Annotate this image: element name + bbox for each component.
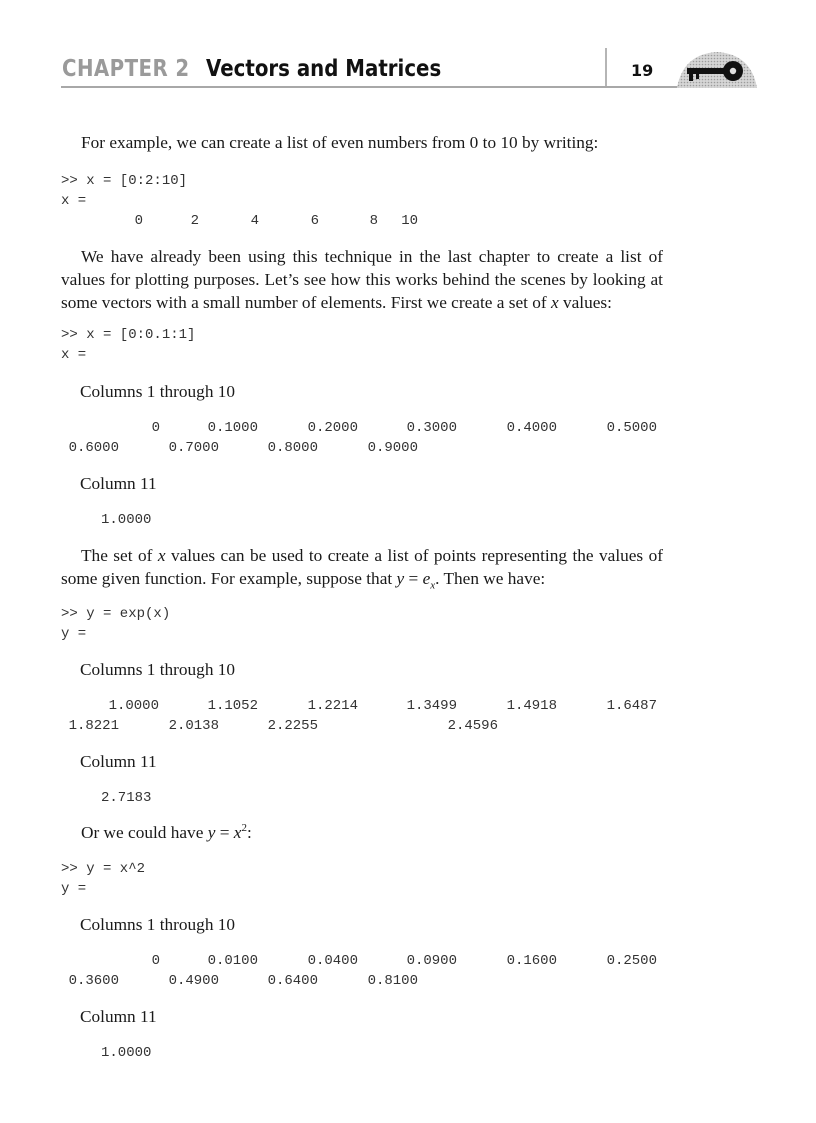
paragraph-text: The set of [81,546,153,565]
header-rule [61,86,756,88]
paragraph-text: . Then we have: [435,569,546,588]
column-label: Column 11 [80,474,157,493]
math-operator: = [215,823,234,842]
paragraph-technique [61,245,663,314]
output-value: 1.8221 [68,718,119,734]
column-label: Column 11 [80,1007,157,1026]
output-value: 10 [401,213,418,229]
columns-label: Columns 1 through 10 [80,660,236,679]
paragraph-function [61,544,663,590]
output-value: 0 [151,953,160,969]
page-number: 19 [631,61,654,80]
output-value: 2 [190,213,199,229]
output-row [61,418,681,438]
output-value: 0.6400 [267,973,318,989]
output-value: 0.2000 [307,420,358,436]
output-row [61,951,681,971]
math-variable: e [422,569,431,588]
output-value: 0.1000 [207,420,258,436]
code-output-label: x = [61,347,87,363]
output-value: 0.1600 [506,953,557,969]
output-row [61,696,681,716]
code-output-label: y = [61,881,87,897]
output-value: 0.0400 [307,953,358,969]
output-value: 0.0900 [406,953,457,969]
output-value: 0.2500 [606,953,657,969]
output-value: 0.9000 [367,440,418,456]
math-variable: y [207,823,216,842]
math-variable: x [550,293,559,312]
column-label: Column 11 [80,752,157,771]
output-value: 1.1052 [207,698,258,714]
output-value: 2.4596 [447,718,498,734]
math-variable: x [233,823,242,842]
math-variable: x [157,546,166,565]
math-subscript: x [430,579,436,592]
output-value: 0.6000 [68,440,119,456]
key-icon [677,48,757,88]
output-value: 0.8100 [367,973,418,989]
paragraph-intro: For example, we can create a list of even numbers from 0 to 10 by writing: [81,133,599,152]
output-value: 0 [134,213,143,229]
code-command: >> x = [0:2:10] [61,173,188,189]
output-value: 0.4900 [168,973,219,989]
code-output-label: y = [61,626,87,642]
output-value: 0.5000 [606,420,657,436]
output-value: 1.3499 [406,698,457,714]
math-superscript: 2 [241,822,247,835]
output-value: 0.4000 [506,420,557,436]
output-value: 4 [250,213,259,229]
paragraph-text: Or we could have [81,823,204,842]
output-value: 1.0000 [101,1045,152,1061]
output-value: 0.3600 [68,973,119,989]
output-value: 1.4918 [506,698,557,714]
chapter-label: CHAPTER 2 [62,56,190,82]
output-value: 0.0100 [207,953,258,969]
math-variable: y [396,569,405,588]
chapter-title: Vectors and Matrices [206,56,442,82]
header-divider [605,48,607,88]
page-header [61,48,756,90]
output-value: 2.7183 [101,790,152,806]
output-value: 2.2255 [267,718,318,734]
math-operator: = [404,569,423,588]
output-value: 0.7000 [168,440,219,456]
output-value: 1.6487 [606,698,657,714]
output-value: 0.3000 [406,420,457,436]
output-value: 1.2214 [307,698,358,714]
output-value: 0 [151,420,160,436]
output-value: 1.0000 [108,698,159,714]
output-value: 8 [369,213,378,229]
output-value: 2.0138 [168,718,219,734]
paragraph-text: values can be used to create a list of points representing the values of some given function. For example, suppose that [61,546,663,588]
columns-label: Columns 1 through 10 [80,382,236,401]
output-row [61,716,681,736]
output-row [61,211,681,231]
paragraph-text: values: [562,293,612,312]
code-output-label: x = [61,193,87,209]
output-row [61,971,681,991]
columns-label: Columns 1 through 10 [80,915,236,934]
code-command: >> y = exp(x) [61,606,171,622]
paragraph-square [61,821,663,844]
output-row [61,438,681,458]
code-command: >> x = [0:0.1:1] [61,327,196,343]
paragraph-text: : [246,823,252,842]
code-command: >> y = x^2 [61,861,146,877]
output-value: 1.0000 [101,512,152,528]
paragraph-text: We have already been using this technique in the last chapter to create a list of values for plotting purposes. Let’s see how this works behind the scenes by looking at some vectors with a small number of elements. First we create a set of [61,247,663,312]
output-value: 0.8000 [267,440,318,456]
output-value: 6 [310,213,319,229]
